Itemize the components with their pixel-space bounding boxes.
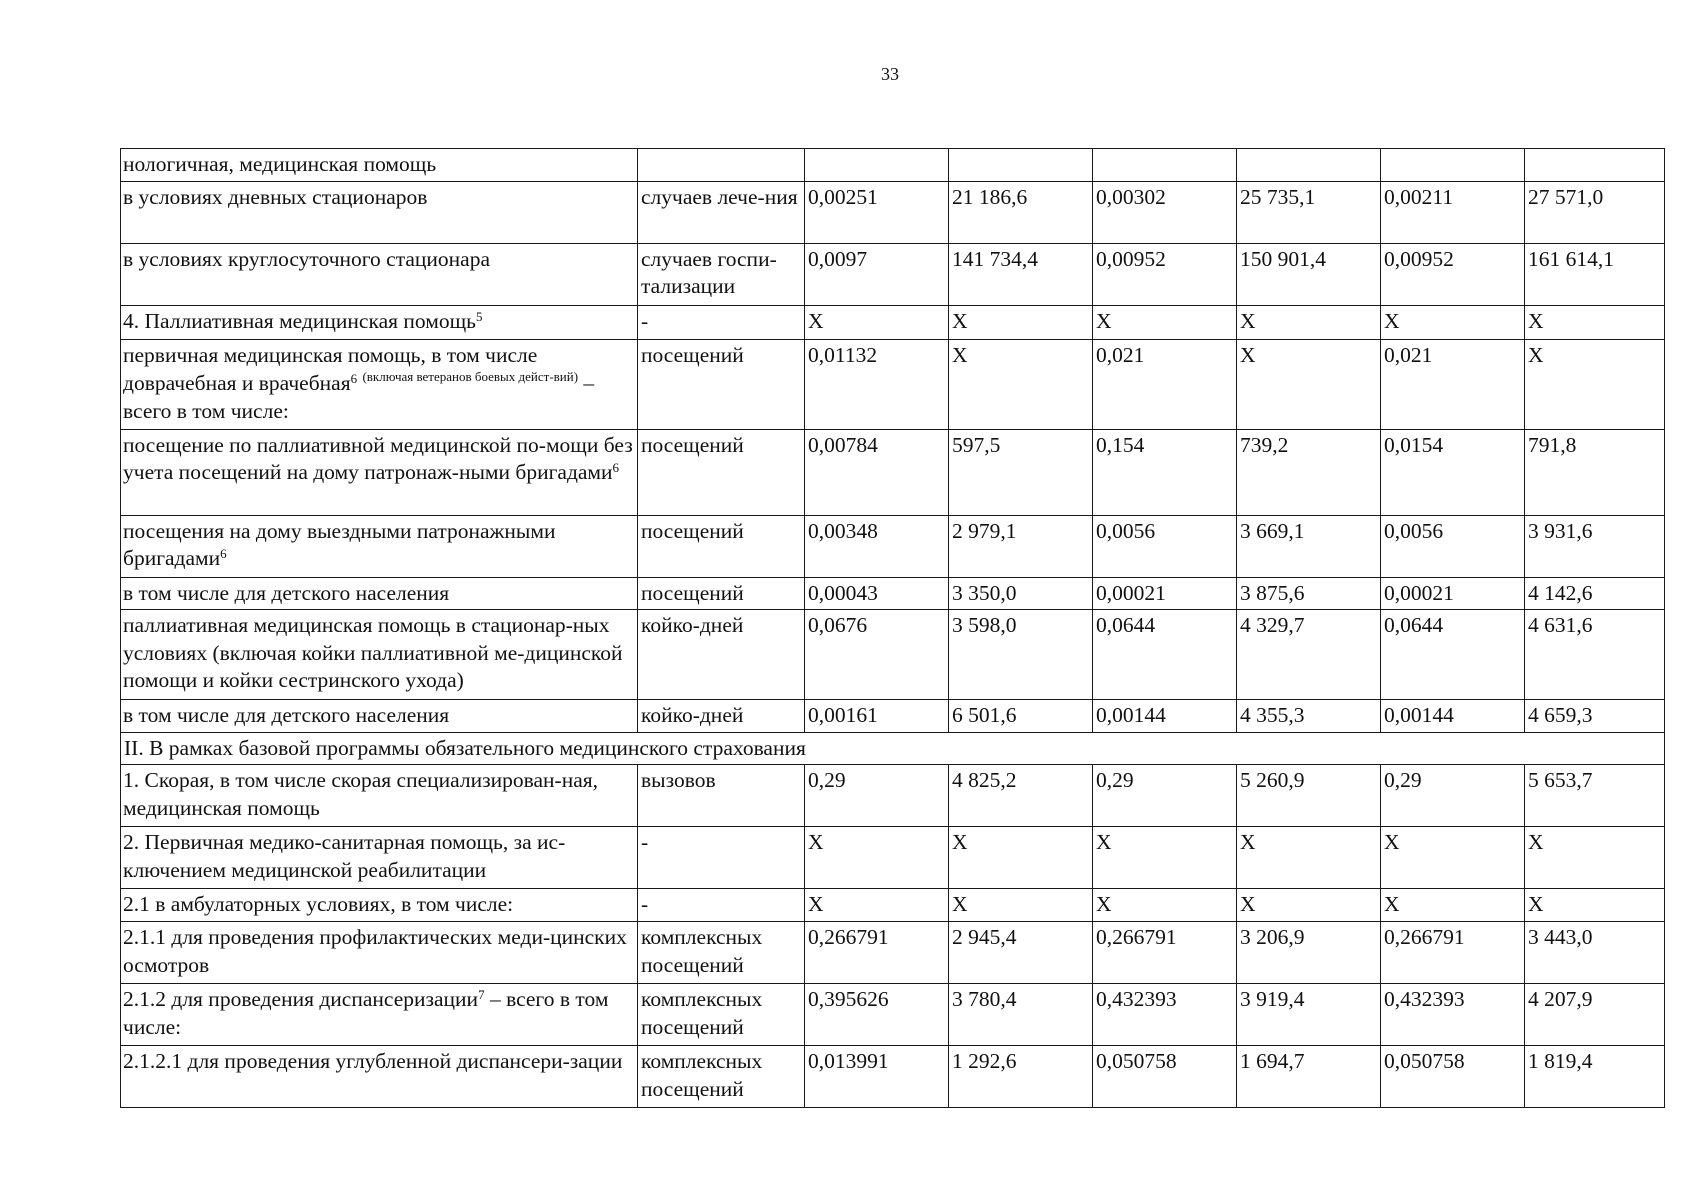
unit-cell	[638, 149, 805, 182]
value-cell: 21 186,6	[949, 181, 1093, 243]
value-cell: 0,266791	[805, 922, 949, 984]
value-cell: X	[805, 889, 949, 922]
value-cell: 0,00211	[1381, 181, 1525, 243]
unit-cell: комплексных посещений	[638, 922, 805, 984]
table-row	[121, 827, 1665, 889]
value-cell: 0,0097	[805, 243, 949, 305]
value-cell: X	[1093, 305, 1237, 339]
table-row	[121, 577, 1665, 610]
value-cell: 0,00952	[1381, 243, 1525, 305]
row-name-cell	[121, 889, 638, 922]
unit-cell: случаев лече-ния	[638, 181, 805, 243]
value-cell: 0,00144	[1093, 700, 1237, 733]
value-cell: 27 571,0	[1525, 181, 1665, 243]
value-cell: 2 945,4	[949, 922, 1093, 984]
value-cell: X	[1237, 305, 1381, 339]
row-name: в условиях дневных стационаров	[123, 184, 428, 209]
row-name-cell	[121, 922, 638, 984]
row-name-cell	[121, 243, 638, 305]
value-cell: 791,8	[1525, 429, 1665, 515]
value-cell: X	[949, 305, 1093, 339]
value-cell: 3 931,6	[1525, 515, 1665, 577]
value-cell: 3 206,9	[1237, 922, 1381, 984]
value-cell: X	[1525, 339, 1665, 429]
unit-cell: -	[638, 889, 805, 922]
unit-cell: койко-дней	[638, 610, 805, 700]
value-cell: 4 631,6	[1525, 610, 1665, 700]
row-name-cell	[121, 610, 638, 700]
table-section-row	[121, 732, 1665, 765]
value-cell: 0,00144	[1381, 700, 1525, 733]
row-name: посещения на дому выездными патронажными бригадами	[123, 518, 556, 571]
value-cell: 1 694,7	[1237, 1046, 1381, 1108]
row-name-cell	[121, 515, 638, 577]
table-row	[121, 181, 1665, 243]
table-row	[121, 515, 1665, 577]
row-name-cell	[121, 827, 638, 889]
value-cell	[1093, 149, 1237, 182]
value-cell: 3 443,0	[1525, 922, 1665, 984]
value-cell: 0,00043	[805, 577, 949, 610]
footnote-marker: 6	[220, 546, 227, 562]
unit-cell: койко-дней	[638, 700, 805, 733]
row-name-cell	[121, 1046, 638, 1108]
value-cell: X	[1381, 827, 1525, 889]
value-cell: X	[949, 339, 1093, 429]
row-name: посещение по паллиативной медицинской по-мощи без учета посещений на дому патронаж-ными бригадами	[123, 432, 633, 485]
value-cell: 0,0056	[1381, 515, 1525, 577]
table-row	[121, 700, 1665, 733]
unit-cell: -	[638, 827, 805, 889]
value-cell: 739,2	[1237, 429, 1381, 515]
value-cell: 0,266791	[1093, 922, 1237, 984]
row-name-cell	[121, 765, 638, 827]
unit-cell: посещений	[638, 429, 805, 515]
value-cell: 0,432393	[1093, 984, 1237, 1046]
value-cell: 0,021	[1093, 339, 1237, 429]
table-row	[121, 984, 1665, 1046]
footnote-marker: 5	[475, 308, 483, 324]
value-cell: 1 819,4	[1525, 1046, 1665, 1108]
row-name: нологичная, медицинская помощь	[123, 152, 437, 176]
value-cell: 4 207,9	[1525, 984, 1665, 1046]
value-cell: X	[1093, 827, 1237, 889]
value-cell: 1 292,6	[949, 1046, 1093, 1108]
value-cell: 0,00021	[1381, 577, 1525, 610]
row-name: в условиях круглосуточного стационара	[123, 246, 491, 271]
value-cell: 0,01132	[805, 339, 949, 429]
value-cell: 3 780,4	[949, 984, 1093, 1046]
row-name: 1. Скорая, в том числе скорая специализирован-ная, медицинская помощь	[123, 768, 599, 820]
row-name: 4. Паллиативная медицинская помощь	[123, 308, 476, 333]
value-cell: 150 901,4	[1237, 243, 1381, 305]
value-cell	[805, 149, 949, 182]
unit-cell: случаев госпи-тализации	[638, 243, 805, 305]
value-cell: X	[1525, 827, 1665, 889]
value-cell	[1381, 149, 1525, 182]
value-cell: 0,266791	[1381, 922, 1525, 984]
value-cell: X	[1381, 889, 1525, 922]
footnote-marker: 7	[478, 987, 485, 1003]
value-cell: 161 614,1	[1525, 243, 1665, 305]
row-name-suffix: – всего в том числе:	[123, 371, 595, 423]
value-cell: X	[805, 827, 949, 889]
value-cell: 5 260,9	[1237, 765, 1381, 827]
table-body	[121, 149, 1665, 1108]
value-cell: 3 350,0	[949, 577, 1093, 610]
value-cell: 4 142,6	[1525, 577, 1665, 610]
value-cell: 0,395626	[805, 984, 949, 1046]
unit-cell: посещений	[638, 577, 805, 610]
value-cell: 0,0056	[1093, 515, 1237, 577]
value-cell: 0,021	[1381, 339, 1525, 429]
value-cell: 2 979,1	[949, 515, 1093, 577]
value-cell: 597,5	[949, 429, 1093, 515]
value-cell: X	[1237, 339, 1381, 429]
value-cell: 3 598,0	[949, 610, 1093, 700]
value-cell: 25 735,1	[1237, 181, 1381, 243]
table-row	[121, 610, 1665, 700]
table-row	[121, 339, 1665, 429]
row-name-cell	[121, 429, 638, 515]
value-cell: 0,154	[1093, 429, 1237, 515]
value-cell: 0,00161	[805, 700, 949, 733]
table-row	[121, 243, 1665, 305]
unit-cell: вызовов	[638, 765, 805, 827]
footnote-marker: 6	[350, 371, 358, 387]
table-row	[121, 765, 1665, 827]
footnote-marker: 6	[612, 460, 620, 476]
value-cell: 0,00251	[805, 181, 949, 243]
row-note: (включая ветеранов боевых дейст-вий)	[362, 369, 579, 385]
value-cell	[1237, 149, 1381, 182]
section-heading: II. В рамках базовой программы обязательного медицинского страхования	[121, 732, 1665, 765]
value-cell: 141 734,4	[949, 243, 1093, 305]
value-cell	[949, 149, 1093, 182]
value-cell: 0,29	[1093, 765, 1237, 827]
row-name-cell	[121, 577, 638, 610]
value-cell: X	[1381, 305, 1525, 339]
table-row	[121, 429, 1665, 515]
row-name-suffix: – всего в том числе:	[123, 987, 609, 1039]
row-name: 2.1.2.1 для проведения углубленной диспансери-зации	[123, 1049, 623, 1074]
value-cell: 0,050758	[1381, 1046, 1525, 1108]
value-cell: X	[1237, 889, 1381, 922]
value-cell: X	[949, 889, 1093, 922]
value-cell: 0,00952	[1093, 243, 1237, 305]
row-name-cell	[121, 339, 638, 429]
value-cell: 4 825,2	[949, 765, 1093, 827]
unit-cell: посещений	[638, 515, 805, 577]
value-cell: 0,00784	[805, 429, 949, 515]
unit-cell: комплексных посещений	[638, 984, 805, 1046]
row-name-cell	[121, 305, 638, 339]
value-cell: 0,050758	[1093, 1046, 1237, 1108]
row-name: 2.1.2 для проведения диспансеризации	[123, 987, 479, 1012]
unit-cell: -	[638, 305, 805, 339]
norms-table	[120, 148, 1665, 1108]
value-cell: 0,432393	[1381, 984, 1525, 1046]
table-row	[121, 922, 1665, 984]
value-cell: 0,00348	[805, 515, 949, 577]
value-cell: 0,29	[805, 765, 949, 827]
value-cell: 0,29	[1381, 765, 1525, 827]
unit-cell: комплексных посещений	[638, 1046, 805, 1108]
value-cell: 0,00021	[1093, 577, 1237, 610]
row-name-cell	[121, 149, 638, 182]
value-cell: 0,013991	[805, 1046, 949, 1108]
value-cell: 0,0644	[1093, 610, 1237, 700]
table-row	[121, 305, 1665, 339]
value-cell: X	[949, 827, 1093, 889]
table-row	[121, 149, 1665, 182]
value-cell: 0,00302	[1093, 181, 1237, 243]
value-cell: 0,0154	[1381, 429, 1525, 515]
value-cell: X	[805, 305, 949, 339]
value-cell: X	[1525, 889, 1665, 922]
value-cell: X	[1093, 889, 1237, 922]
row-name: 2.1 в амбулаторных условиях, в том числе:	[123, 892, 514, 917]
value-cell: X	[1525, 305, 1665, 339]
table-row	[121, 1046, 1665, 1108]
row-name: первичная медицинская помощь, в том числе доврачебная и врачебная	[123, 342, 538, 396]
value-cell: 3 919,4	[1237, 984, 1381, 1046]
value-cell: 3 669,1	[1237, 515, 1381, 577]
row-name: 2. Первичная медико-санитарная помощь, за ис-ключением медицинской реабилитации	[123, 830, 566, 882]
value-cell: 4 659,3	[1525, 700, 1665, 733]
row-name-cell	[121, 181, 638, 243]
value-cell: 0,0676	[805, 610, 949, 700]
row-name: 2.1.1 для проведения профилактических меди-цинских осмотров	[123, 925, 627, 977]
value-cell: 4 355,3	[1237, 700, 1381, 733]
row-name-cell	[121, 984, 638, 1046]
row-name: паллиативная медицинская помощь в стационар-ных условиях (включая койки паллиативной ме-дицинской помощи и койки сестринского ухода)	[123, 613, 623, 693]
table-row	[121, 889, 1665, 922]
value-cell: 3 875,6	[1237, 577, 1381, 610]
row-name: в том числе для детского населения	[123, 580, 450, 605]
unit-cell: посещений	[638, 339, 805, 429]
value-cell	[1525, 149, 1665, 182]
page-number: 33	[881, 64, 899, 84]
row-name: в том числе для детского населения	[123, 703, 450, 728]
value-cell: 5 653,7	[1525, 765, 1665, 827]
value-cell: 0,0644	[1381, 610, 1525, 700]
value-cell: 4 329,7	[1237, 610, 1381, 700]
row-name-cell	[121, 700, 638, 733]
value-cell: X	[1237, 827, 1381, 889]
value-cell: 6 501,6	[949, 700, 1093, 733]
